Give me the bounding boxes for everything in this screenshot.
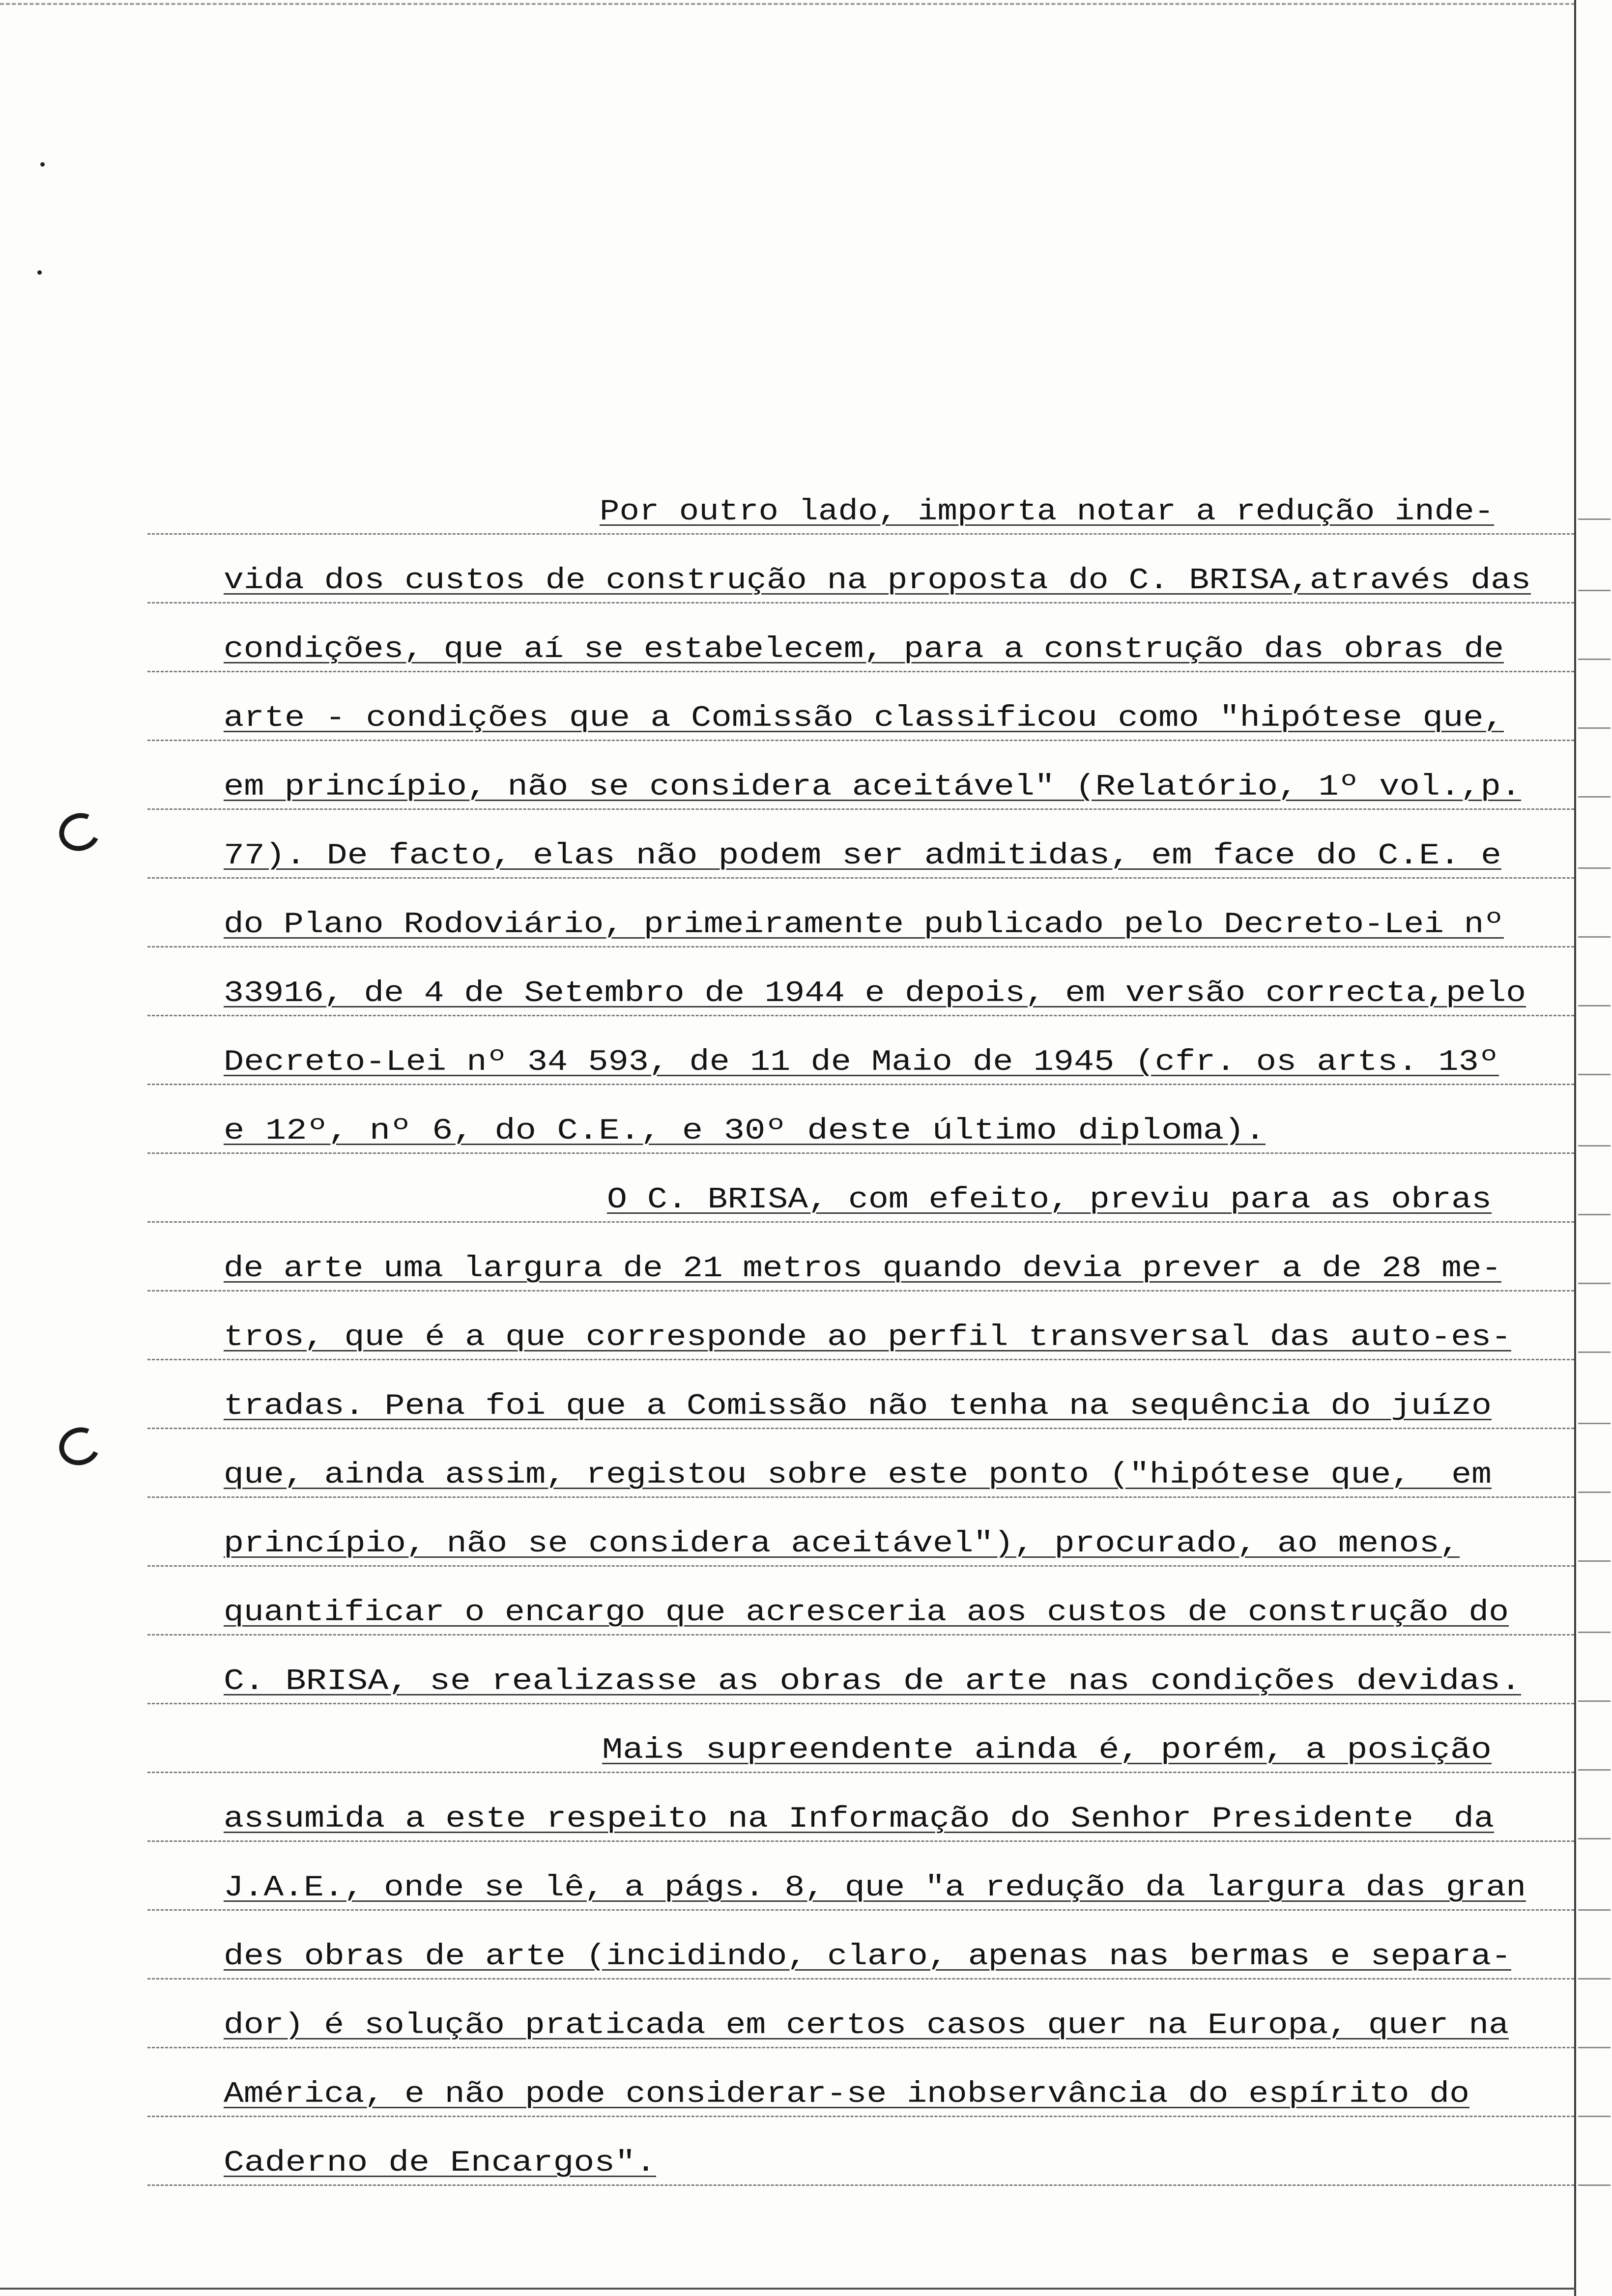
paragraph-line: Mais supreendente ainda é, porém, a posição (602, 1734, 1492, 1767)
top-dashed-rule (0, 3, 1575, 5)
margin-tick (1578, 659, 1611, 660)
paragraph-line: vida dos custos de construção na proposta do C. BRISA,através das (224, 564, 1531, 598)
paragraph-line: Caderno de Encargos". (224, 2147, 656, 2180)
margin-tick (1578, 1838, 1611, 1839)
text-row (0, 1450, 1574, 1514)
paragraph-line: J.A.E., onde se lê, a págs. 8, que "a redução da largura das gran (224, 1871, 1526, 1905)
text-row (0, 2138, 1574, 2202)
margin-tick (1578, 1074, 1611, 1075)
paragraph-line: princípio, não se considera aceitável"), procurado, ao menos, (224, 1527, 1460, 1561)
bottom-rule (0, 2288, 1576, 2290)
margin-tick (1578, 1283, 1611, 1284)
text-row (0, 2069, 1574, 2133)
margin-tick (1578, 867, 1611, 869)
paragraph-line: 77). De facto, elas não podem ser admitidas, em face do C.E. e (224, 839, 1502, 873)
text-row (0, 1037, 1574, 1101)
paragraph-line: arte - condições que a Comissão classificou como "hipótese que, (224, 702, 1504, 735)
text-row (0, 1863, 1574, 1926)
text-row (0, 1519, 1574, 1582)
margin-tick (1578, 936, 1611, 938)
paragraph-line: tros, que é a que corresponde ao perfil transversal das auto-es- (224, 1321, 1512, 1354)
right-margin-rule (1574, 0, 1576, 2296)
paragraph-line: 33916, de 4 de Setembro de 1944 e depois, em versão correcta,pelo (224, 977, 1526, 1010)
paragraph-line: des obras de arte (incidindo, claro, apenas nas bermas e separa- (224, 1940, 1512, 1974)
margin-tick (1578, 1492, 1611, 1493)
ink-speck (40, 162, 45, 167)
ink-speck (37, 270, 42, 275)
text-row (0, 1243, 1574, 1307)
margin-tick (1578, 1423, 1611, 1424)
margin-tick (1578, 1769, 1611, 1771)
text-row (0, 693, 1574, 757)
text-row (0, 1175, 1574, 1238)
text-row (0, 1725, 1574, 1789)
paragraph-line: do Plano Rodoviário, primeiramente publicado pelo Decreto-Lei nº (224, 908, 1504, 942)
paragraph-line: condições, que aí se estabelecem, para a construção das obras de (224, 633, 1504, 666)
text-row (0, 831, 1574, 894)
margin-tick (1578, 2047, 1611, 2048)
text-row (0, 2000, 1574, 2064)
margin-tick (1578, 1214, 1611, 1215)
margin-tick (1578, 1700, 1611, 1702)
text-row (0, 762, 1574, 826)
text-row (0, 1656, 1574, 1720)
paragraph-line: de arte uma largura de 21 metros quando devia prever a de 28 me- (224, 1252, 1501, 1286)
paragraph-line: tradas. Pena foi que a Comissão não tenha na sequência do juízo (224, 1390, 1492, 1423)
paragraph-line: C. BRISA, se realizasse as obras de arte nas condições devidas. (224, 1665, 1521, 1698)
text-row (0, 899, 1574, 963)
margin-tick (1578, 1632, 1611, 1633)
text-row (0, 1794, 1574, 1858)
text-row (0, 1106, 1574, 1170)
margin-tick (1578, 1005, 1611, 1006)
text-row (0, 968, 1574, 1032)
text-row (0, 1312, 1574, 1376)
text-row (0, 555, 1574, 619)
margin-tick (1578, 796, 1611, 798)
paragraph-line: que, ainda assim, registou sobre este ponto ("hipótese que, em (224, 1459, 1492, 1492)
margin-tick (1578, 2116, 1611, 2117)
text-row (0, 624, 1574, 688)
paragraph-line: O C. BRISA, com efeito, previu para as obras (607, 1183, 1492, 1217)
text-row (0, 1587, 1574, 1651)
paragraph-line: América, e não pode considerar-se inobservância do espírito do (224, 2078, 1469, 2111)
margin-tick (1578, 518, 1611, 520)
margin-tick (1578, 2184, 1611, 2186)
margin-tick (1578, 1145, 1611, 1147)
margin-tick (1578, 727, 1611, 729)
margin-tick (1578, 1351, 1611, 1353)
margin-tick (1578, 590, 1611, 591)
paragraph-line: em princípio, não se considera aceitável" (Relatório, 1º vol.,p. (224, 771, 1521, 804)
paragraph-line: dor) é solução praticada em certos casos quer na Europa, quer na (224, 2009, 1509, 2042)
margin-tick (1578, 1978, 1611, 1980)
margin-tick (1578, 1909, 1611, 1911)
paragraph-line: Por outro lado, importa notar a redução inde- (600, 495, 1494, 529)
paragraph-line: e 12º, nº 6, do C.E., e 30º deste último diploma). (224, 1115, 1266, 1148)
margin-tick (1578, 1560, 1611, 1562)
paragraph-line: assumida a este respeito na Informação do Senhor Presidente da (224, 1803, 1494, 1836)
text-row (0, 487, 1574, 550)
paragraph-line: quantificar o encargo que acresceria aos custos de construção do (224, 1596, 1509, 1630)
text-row (0, 1381, 1574, 1445)
paragraph-line: Decreto-Lei nº 34 593, de 11 de Maio de 1945 (cfr. os arts. 13º (224, 1046, 1499, 1079)
text-row (0, 1931, 1574, 1995)
